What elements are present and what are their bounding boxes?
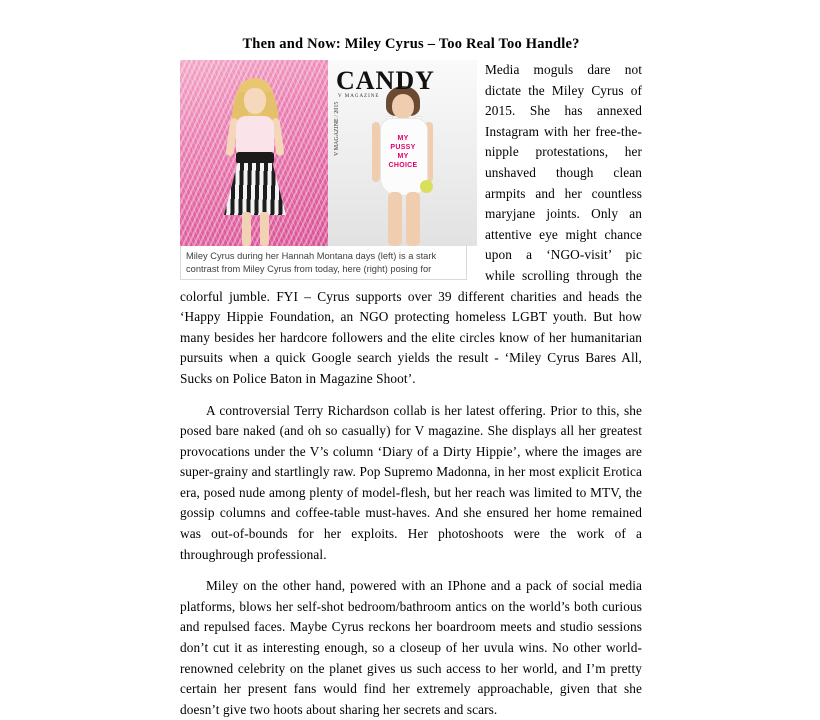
magazine-masthead: CANDY xyxy=(336,66,435,95)
magazine-spine-text: V MAGAZINE / 2015 xyxy=(334,101,340,156)
left-photo-face xyxy=(244,88,266,114)
paragraph-3: Miley on the other hand, powered with an IPhone and a pack of social media platforms, blows her self-shot bedroom/bathroom antics on the world’s both curious and repulsed faces. Maybe Cyrus reckons her boardroom meets and studio sessions don’t cut it as interesting enough, so a closeup of her uvula wins. No other world-renowned celebrity on the planet gives us such access to her world, and I’m pretty certain her present fans would find her extremely approachable, given that she doesn’t give two hoots about sharing her secrets and scars. xyxy=(180,578,642,717)
magazine-masthead-subtitle: V MAGAZINE xyxy=(338,94,380,99)
right-photo-leg-right xyxy=(406,192,420,246)
right-photo-arm-left xyxy=(372,122,380,182)
left-photo-belt xyxy=(236,152,274,164)
figure-caption: Miley Cyrus during her Hannah Montana days (left) is a stark contrast from Miley Cyrus from today, here (right) posing for xyxy=(180,246,467,280)
left-photo-leg-left xyxy=(242,212,251,246)
photo-hannah-montana-era xyxy=(180,60,328,246)
right-photo-leg-left xyxy=(388,192,402,246)
left-photo-top xyxy=(236,116,274,154)
left-photo-striped-skirt xyxy=(224,163,286,215)
left-photo-leg-right xyxy=(260,212,269,246)
right-photo-shirt-text: MY PUSSY MY CHOICE xyxy=(388,135,418,169)
paragraph-2: A controversial Terry Richardson collab is her latest offering. Prior to this, she posed bare naked (and oh so casually) for V magazine. She displays all her greatest provocations under the V’s column ‘Diary of a Dirty Hippie’, where the images are super-grainy and startlingly raw. Pop Supremo Madonna, in her most explicit Erotica era, posed nude among plenty of model-flesh, but her reach was limited to MTV, the gossip columns and coffee-table must-haves. And she ensured her home remained was out-of-bounds for her exploits. Her photoshoots were the work of a throughrough professional. xyxy=(180,402,642,562)
article-figure xyxy=(180,60,477,280)
paragraph-1: Media moguls dare not dictate the Miley Cyrus of 2015. She has annexed Instagram with her free-the-nipple protestations, her unshaved though clean armpits and her countless maryjane joints. Only an attentive eye might chance upon a ‘NGO-visit’ pic while scrolling through the colorful jumble. FYI – Cyrus supports over 39 different charities and heads the ‘Happy Hippie Foundation, an NGO protecting homeless LGBT youth. But how many besides her hardcore followers and the elite circles know of her humanitarian pursuits when a quick Google search yields the result - ‘Miley Cyrus Bares All, Sucks on Police Baton in Magazine Shoot’. xyxy=(180,62,642,386)
right-photo-face xyxy=(392,94,414,119)
figure-images xyxy=(180,60,477,246)
right-photo-held-object xyxy=(420,180,433,193)
page-title: Then and Now: Miley Cyrus – Too Real Too Handle? xyxy=(242,36,580,52)
article-body xyxy=(180,60,642,720)
photo-magazine-shoot xyxy=(328,60,477,246)
